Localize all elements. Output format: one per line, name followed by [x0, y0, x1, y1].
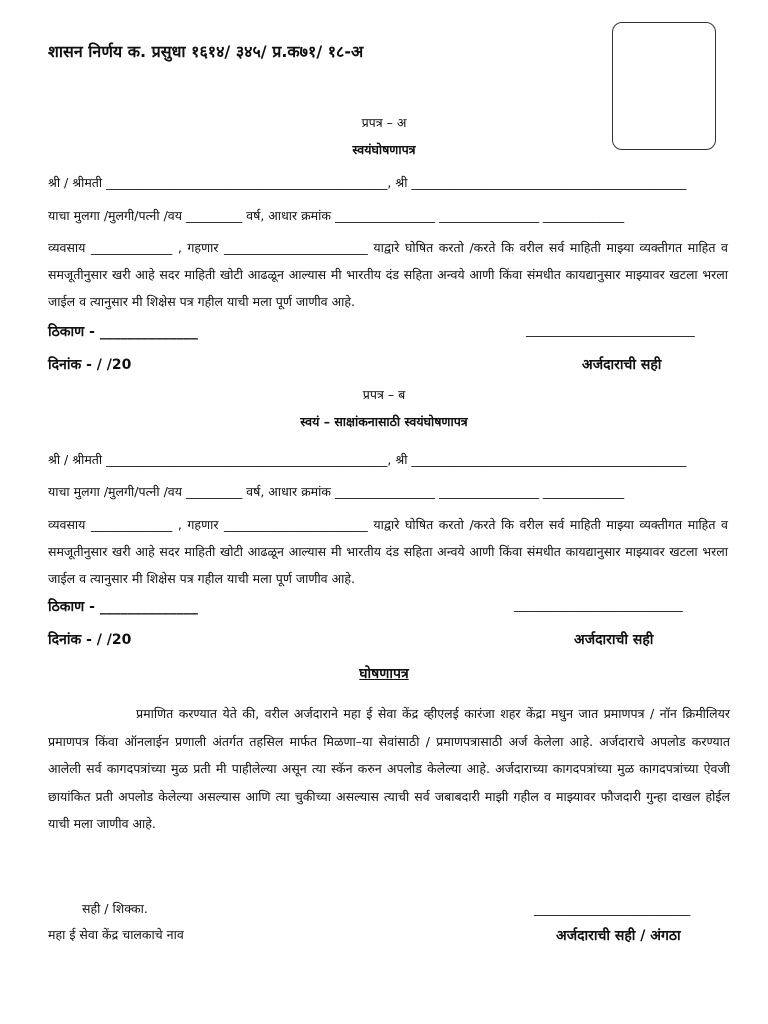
declaration-sign-line: _________________________ [534, 901, 691, 916]
form-b-relation-line: याचा मुलगा /मुलगी/पत्नी /वय _________ वर्ष, आधार क्रमांक ________________ ________________ _____________ [48, 484, 625, 499]
form-a-place: ठिकाण - ______________ [48, 324, 198, 340]
applicant-signature: अर्जदाराची सही / अंगठा [556, 928, 681, 944]
form-b-name-line: श्री / श्रीमती _____________________________________________, श्री ____________________________________________ [48, 452, 687, 467]
form-b-body: व्यवसाय _____________ , गहणार _______________________ याद्वारे घोषित करतो /करते कि वरील सर्व माहिती माझ्या व्यक्तीगत माहित व समजूतीनुसार खरी आहे सदर माहिती खोटी आढळून आल्यास मी भारतीय दंड सहिता अन्वये आणी किंवा संमधीत कायद्यानुसार माझ्यावर खटला भरला जाईल व त्यानुसार मी शिक्षेस पत्र गहील याची मला पूर्ण जाणीव आहे. [48, 517, 728, 586]
declaration-body: प्रमाणित करण्यात येते की, वरील अर्जदाराने महा ई सेवा केंद्र व्हीएलई कारंजा शहर केंद्रा मधुन जात प्रमाणपत्र / नॉन क्रिमीलियर प्रमाणपत्र किंवा ऑनलाईन प्रणाली अंतर्गत तहसिल मार्फत मिळणा–या सेवांसाठी / प्रमाणपत्रासाठी अर्ज केलेला आहे. अर्जदाराचे अपलोड करण्यात आलेली सर्व कागदपत्रांच्या मुळ प्रती मी पाहीलेल्या असून त्या स्कॅन करुन अपलोड केलेल्या आहे. अर्जदाराच्या कागदपत्रांच्या मुळ कागदपत्रांच्या ऐवजी छायांकित प्रती अपलोड केलेल्या असल्यास आणि त्या चुकीच्या असल्यास त्याची सर्व जबाबदारी माझी गहील व माझ्यावर फौजदारी गुन्हा दाखल होईल याची मला जाणीव आहे. [48, 706, 730, 832]
form-a-title: प्रपत्र – अ [361, 115, 407, 130]
form-a-name-line: श्री / श्रीमती _____________________________________________, श्री ____________________________________________ [48, 175, 687, 190]
operator-name-label: महा ई सेवा केंद्र चालकाचे नाव [48, 927, 184, 942]
declaration-title [0, 664, 768, 683]
form-a-sign-line: ___________________________ [526, 322, 695, 337]
gr-number: शासन निर्णय क. प्रसुधा १६१४/ ३४५/ प्र.क७१/ १८-अ [48, 42, 364, 61]
form-b-signature: अर्जदाराची सही [574, 632, 654, 648]
form-b-sign-line: ___________________________ [514, 597, 683, 612]
form-a-relation-line: याचा मुलगा /मुलगी/पत्नी /वय _________ वर्ष, आधार क्रमांक ________________ ________________ _____________ [48, 208, 625, 223]
declaration-title-text: घोषणापत्र [359, 666, 409, 682]
form-b-title: प्रपत्र – ब [362, 387, 406, 402]
form-a-signature: अर्जदाराची सही [582, 357, 662, 373]
form-a-body: व्यवसाय _____________ , गहणार _______________________ याद्वारे घोषित करतो /करते कि वरील सर्व माहिती माझ्या व्यक्तीगत माहित व समजूतीनुसार खरी आहे सदर माहिती खोटी आढळून आल्यास मी भारतीय दंड सहिता अन्वये आणी किंवा संमधीत कायद्यानुसार माझ्यावर खटला भरला जाईल व त्यानुसार मी शिक्षेस पत्र गहील याची मला पूर्ण जाणीव आहे. [48, 240, 728, 309]
form-a-subtitle: स्वयंघोषणापत्र [352, 142, 416, 157]
form-a-date: दिनांक - / /20 [48, 357, 132, 373]
form-b-subtitle: स्वयं – साक्षांकनासाठी स्वयंघोषणापत्र [300, 414, 468, 429]
form-b-place: ठिकाण - ______________ [48, 599, 198, 615]
form-b-date: दिनांक - / /20 [48, 632, 132, 648]
seal-label: सही / शिक्का. [82, 901, 148, 916]
